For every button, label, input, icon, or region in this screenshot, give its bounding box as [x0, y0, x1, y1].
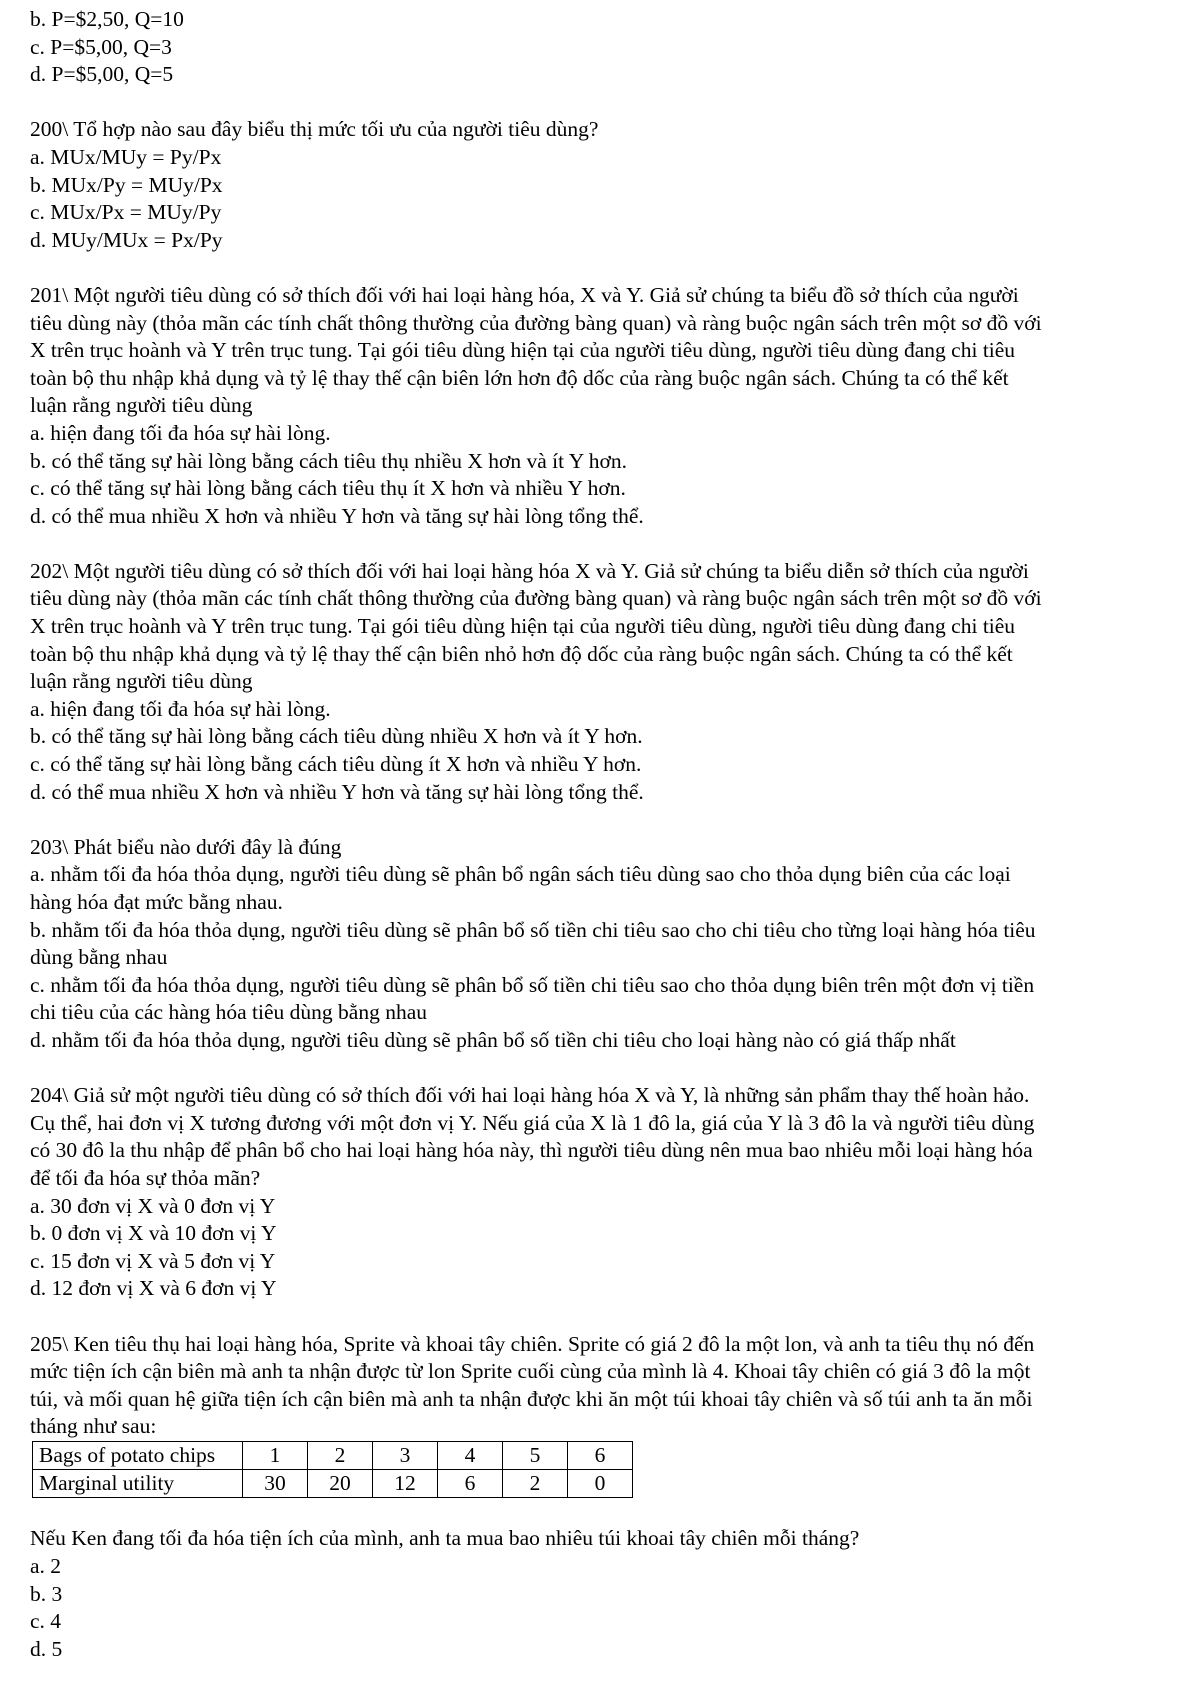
option-d: d. có thể mua nhiều X hơn và nhiều Y hơn và tăng sự hài lòng tổng thể.	[30, 779, 644, 804]
spacer	[30, 530, 1160, 558]
table-cell: 0	[568, 1469, 633, 1497]
marginal-utility-table	[32, 1441, 633, 1498]
spacer	[30, 89, 1160, 117]
table-row-header: Marginal utility	[33, 1469, 243, 1497]
question-stem-line: 204\ Giả sử một người tiêu dùng có sở thích đối với hai loại hàng hóa X và Y, là những sản phẩm thay thế hoàn hảo.	[30, 1083, 1030, 1108]
option-b: b. 3	[30, 1581, 63, 1606]
option-d: d. 5	[30, 1636, 63, 1661]
spacer	[30, 1498, 1160, 1526]
option-b-line: dùng bằng nhau	[30, 945, 168, 970]
option-a: a. 30 đơn vị X và 0 đơn vị Y	[30, 1193, 276, 1218]
option-c: c. 15 đơn vị X và 5 đơn vị Y	[30, 1248, 276, 1273]
table-row	[33, 1469, 633, 1497]
option-b: b. 0 đơn vị X và 10 đơn vị Y	[30, 1221, 277, 1246]
option-a-line: a. nhằm tối đa hóa thỏa dụng, người tiêu dùng sẽ phân bổ ngân sách tiêu dùng sao cho thỏa dụng biên của các loại	[30, 862, 1011, 887]
question-stem-line: túi, và mối quan hệ giữa tiện ích cận biên mà anh ta nhận được khi ăn một túi khoai tây chiên và số túi anh ta ăn mỗi	[30, 1386, 1033, 1411]
spacer	[30, 1055, 1160, 1083]
question-stem-line: X trên trục hoành và Y trên trục tung. Tại gói tiêu dùng hiện tại của người tiêu dùng, người tiêu dùng đang chi tiêu	[30, 338, 1016, 363]
question-stem-line: luận rằng người tiêu dùng	[30, 393, 253, 418]
option-b: b. P=$2,50, Q=10	[30, 7, 184, 31]
table-row-header: Bags of potato chips	[33, 1441, 243, 1469]
option-d-line: d. nhằm tối đa hóa thỏa dụng, người tiêu dùng sẽ phân bổ số tiền chi tiêu cho loại hàng nào có giá thấp nhất	[30, 1027, 956, 1052]
question-text: Nếu Ken đang tối đa hóa tiện ích của mình, anh ta mua bao nhiêu túi khoai tây chiên mỗi tháng?	[30, 1526, 860, 1551]
table-cell: 5	[503, 1441, 568, 1469]
question-202	[30, 558, 1160, 806]
question-stem-line: X trên trục hoành và Y trên trục tung. Tại gói tiêu dùng hiện tại của người tiêu dùng, người tiêu dùng đang chi tiêu	[30, 614, 1016, 639]
option-b-line: b. nhằm tối đa hóa thỏa dụng, người tiêu dùng sẽ phân bổ số tiền chi tiêu sao cho chi tiêu cho từng loại hàng hóa tiêu	[30, 917, 1036, 942]
table-cell: 2	[503, 1469, 568, 1497]
question-stem-line: có 30 đô la thu nhập để phân bổ cho hai loại hàng hóa này, thì người tiêu dùng nên mua bao nhiêu mỗi loại hàng hóa	[30, 1138, 1033, 1163]
question-204	[30, 1082, 1160, 1303]
question-stem-line: Cụ thể, hai đơn vị X tương đương với một đơn vị Y. Nếu giá của X là 1 đô la, giá của Y là 3 đô la và người tiêu dùng	[30, 1110, 1035, 1135]
option-c-line: chi tiêu của các hàng hóa tiêu dùng bằng nhau	[30, 1000, 428, 1025]
table-cell: 3	[373, 1441, 438, 1469]
option-c: c. có thể tăng sự hài lòng bằng cách tiêu thụ ít X hơn và nhiều Y hơn.	[30, 476, 626, 501]
option-a: a. hiện đang tối đa hóa sự hài lòng.	[30, 420, 331, 445]
option-b: b. có thể tăng sự hài lòng bằng cách tiêu dùng nhiều X hơn và ít Y hơn.	[30, 724, 643, 749]
option-c-line: c. nhằm tối đa hóa thỏa dụng, người tiêu dùng sẽ phân bổ số tiền chi tiêu sao cho thỏa dụng biên trên một đơn vị tiền	[30, 972, 1035, 997]
table-cell: 2	[308, 1441, 373, 1469]
question-201	[30, 282, 1160, 530]
option-c: c. P=$5,00, Q=3	[30, 34, 172, 59]
question-stem-line: toàn bộ thu nhập khả dụng và tỷ lệ thay thế cận biên nhỏ hơn độ dốc của ràng buộc ngân sách. Chúng ta có thể kết	[30, 641, 1013, 666]
question-stem-line: 201\ Một người tiêu dùng có sở thích đối với hai loại hàng hóa, X và Y. Giả sử chúng ta biểu đồ sở thích của người	[30, 282, 1019, 307]
option-d: d. P=$5,00, Q=5	[30, 62, 174, 87]
option-a-line: hàng hóa đạt mức bằng nhau.	[30, 890, 283, 914]
table-row	[33, 1441, 633, 1469]
question-stem-line: 205\ Ken tiêu thụ hai loại hàng hóa, Sprite và khoai tây chiên. Sprite có giá 2 đô la một lon, và anh ta tiêu thụ nó đến	[30, 1331, 1035, 1356]
table-cell: 30	[243, 1469, 308, 1497]
question-stem-line: mức tiện ích cận biên mà anh ta nhận được từ lon Sprite cuối cùng của mình là 4. Khoai tây chiên có giá 3 đô la một	[30, 1359, 1031, 1384]
question-203	[30, 834, 1160, 1055]
option-b: b. MUx/Py = MUy/Px	[30, 172, 223, 197]
table-cell: 1	[243, 1441, 308, 1469]
option-d: d. MUy/MUx = Px/Py	[30, 227, 223, 252]
question-205	[30, 1331, 1160, 1664]
question-stem-line: toàn bộ thu nhập khả dụng và tỷ lệ thay thế cận biên lớn hơn độ dốc của ràng buộc ngân sách. Chúng ta có thể kết	[30, 365, 1009, 390]
question-stem: 203\ Phát biểu nào dưới đây là đúng	[30, 834, 342, 859]
question-stem-line: luận rằng người tiêu dùng	[30, 669, 253, 694]
option-b: b. có thể tăng sự hài lòng bằng cách tiêu thụ nhiều X hơn và ít Y hơn.	[30, 448, 628, 473]
option-c: c. 4	[30, 1609, 62, 1634]
option-c: c. có thể tăng sự hài lòng bằng cách tiêu dùng ít X hơn và nhiều Y hơn.	[30, 752, 642, 777]
option-d: d. có thể mua nhiều X hơn và nhiều Y hơn và tăng sự hài lòng tổng thể.	[30, 503, 644, 528]
question-stem-line: 202\ Một người tiêu dùng có sở thích đối với hai loại hàng hóa X và Y. Giả sử chúng ta biểu diễn sở thích của người	[30, 558, 1029, 583]
table-cell: 4	[438, 1441, 503, 1469]
question-stem: 200\ Tổ hợp nào sau đây biểu thị mức tối ưu của người tiêu dùng?	[30, 117, 599, 142]
table-cell: 6	[438, 1469, 503, 1497]
question-stem-line: tháng như sau:	[30, 1414, 157, 1439]
prev-question-options	[30, 6, 1160, 89]
option-c: c. MUx/Px = MUy/Py	[30, 200, 222, 225]
question-stem-line: tiêu dùng này (thỏa mãn các tính chất thông thường của đường bàng quan) và ràng buộc ngân sách trên một sơ đồ với	[30, 310, 1042, 335]
option-a: a. 2	[30, 1554, 62, 1579]
option-a: a. MUx/MUy = Py/Px	[30, 144, 222, 169]
option-d: d. 12 đơn vị X và 6 đơn vị Y	[30, 1276, 277, 1301]
table-cell: 6	[568, 1441, 633, 1469]
option-a: a. hiện đang tối đa hóa sự hài lòng.	[30, 696, 331, 721]
spacer	[30, 254, 1160, 282]
question-200	[30, 116, 1160, 254]
question-stem-line: tiêu dùng này (thỏa mãn các tính chất thông thường của đường bàng quan) và ràng buộc ngân sách trên một sơ đồ với	[30, 586, 1042, 611]
spacer	[30, 806, 1160, 834]
table-cell: 20	[308, 1469, 373, 1497]
question-stem-line: để tối đa hóa sự thỏa mãn?	[30, 1165, 261, 1190]
spacer	[30, 1303, 1160, 1331]
table-cell: 12	[373, 1469, 438, 1497]
